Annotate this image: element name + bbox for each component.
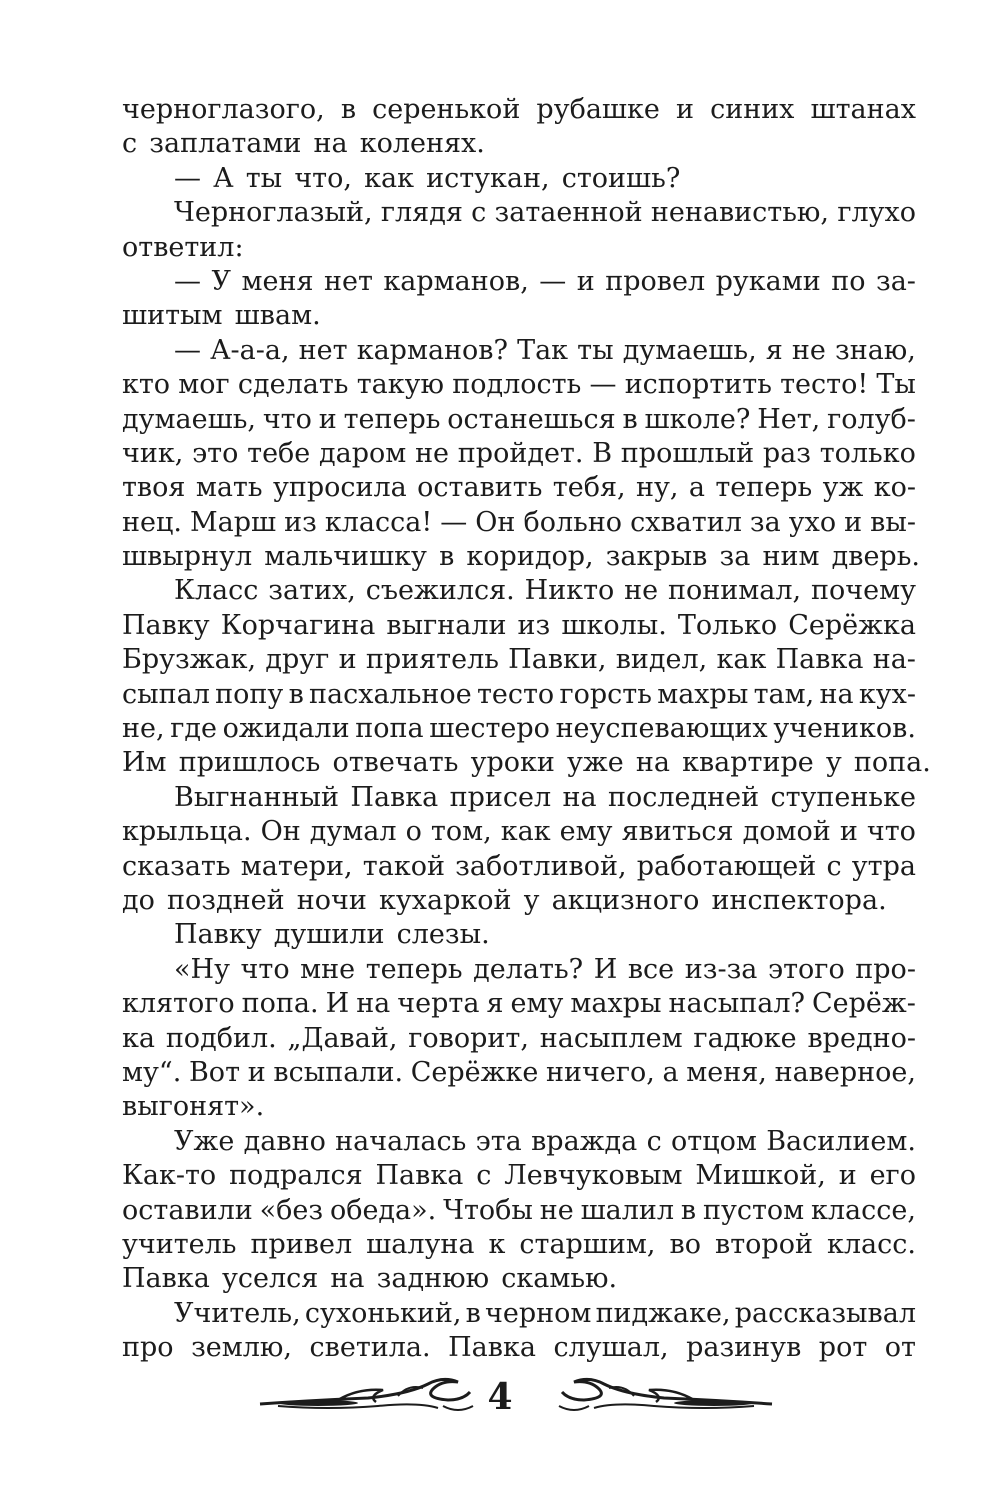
left-ornament-icon [258,1370,488,1420]
text-line: не, где ожидали попа шестеро неуспевающих учеников. [122,713,916,745]
text-line: — У меня нет карманов, — и провел руками по за- [174,265,916,297]
text-line: думаешь, что и теперь останешься в школе? Нет, голуб- [122,403,916,435]
text-line: Учитель, сухонький, в черном пиджаке, рассказывал [174,1297,916,1329]
text-line: кто мог сделать такую подлость — испортить тесто! Ты [122,369,916,401]
text-line: «Ну что мне теперь делать? И все из-за этого про- [174,953,916,985]
text-line: ка подбил. „Давай, говорит, насыплем гадюке вредно- [122,1022,916,1054]
text-line: — А-а-а, нет карманов? Так ты думаешь, я не знаю, [174,334,916,366]
right-ornament-icon [544,1370,774,1420]
text-line: черноглазого, в серенькой рубашке и синих штанах [122,94,916,125]
text-line: чик, это тебе даром не пройдет. В прошлый раз только [122,437,916,469]
text-line: клятого попа. И на черта я ему махры насыпал? Серёж- [122,988,916,1020]
page-body-text [122,93,931,1365]
text-line: ответил: [122,231,244,263]
text-line: с заплатами на коленях. [122,128,485,160]
text-line: учитель привел шалуна к старшим, во второй класс. [122,1228,916,1260]
text-line: му“. Вот и всыпали. Серёжке ничего, а меня, наверное, [122,1056,916,1088]
text-line: Павку Корчагина выгнали из школы. Только Серёжка [122,609,916,641]
text-line: сказать матери, такой заботливой, работающей с утра [122,850,916,882]
text-line: Как-то подрался Павка с Левчуковым Мишкой, и его [122,1160,916,1192]
text-line: про землю, светила. Павка слушал, разинув рот от [122,1332,916,1364]
text-line: нец. Марш из класса! — Он больно схватил за ухо и вы- [122,506,916,538]
text-line: крыльца. Он думал о том, как ему явиться домой и что [122,816,916,848]
page-footer [0,1370,1000,1440]
text-line: Класс затих, съежился. Никто не понимал, почему [174,575,916,607]
text-line: Уже давно началась эта вражда с отцом Василием. [174,1125,916,1157]
text-line: выгонят». [122,1091,265,1123]
text-line: оставили «без обеда». Чтобы не шалил в пустом классе, [122,1194,916,1226]
text-line: твоя мать упросила оставить тебя, ну, а теперь уж ко- [122,472,916,504]
page-number: 4 [487,1376,513,1418]
text-line: Павка уселся на заднюю скамью. [122,1263,618,1295]
text-line: шитым швам. [122,300,321,332]
text-line: — А ты что, как истукан, стоишь? [174,162,681,194]
text-line: Черноглазый, глядя с затаенной ненавистью, глухо [174,197,916,229]
text-line: Брузжак, друг и приятель Павки, видел, как Павка на- [122,644,916,676]
text-line: Выгнанный Павка присел на последней ступеньке [174,781,916,813]
text-line: Им пришлось отвечать уроки уже на квартире у попа. [122,747,931,779]
text-line: швырнул мальчишку в коридор, закрыв за ним дверь. [122,541,920,573]
text-line: Павку душили слезы. [174,919,490,951]
text-line: сыпал попу в пасхальное тесто горсть махры там, на кух- [122,678,916,710]
text-line: до поздней ночи кухаркой у акцизного инспектора. [122,884,887,916]
